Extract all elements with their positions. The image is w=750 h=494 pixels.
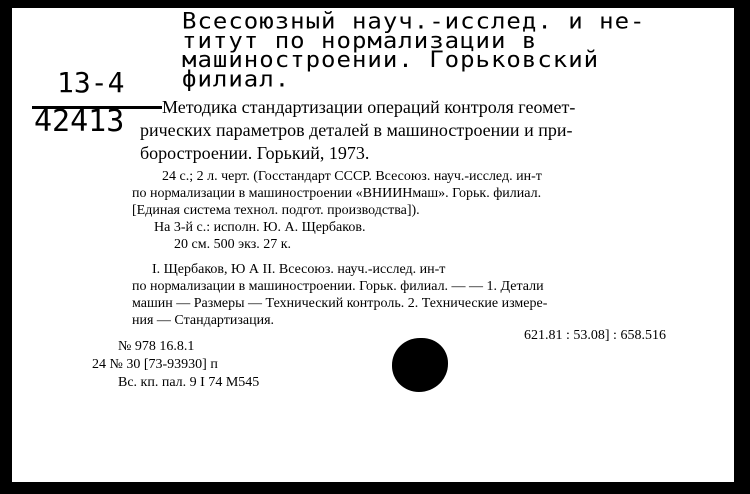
ink-blot xyxy=(392,338,448,392)
title-line: рических параметров деталей в машиностроении и при- xyxy=(140,120,573,140)
title-line: боростроении. Горький, 1973. xyxy=(140,143,370,163)
footer-line: № 978 16.8.1 xyxy=(118,339,195,354)
handwriting-line: Всесоюзный науч.-исслед. и не- xyxy=(182,8,646,35)
index-line: машин — Размеры — Технический контроль. 2. Технические измере- xyxy=(132,296,548,311)
shelf-mark-top: 13-4 xyxy=(57,66,125,99)
index-line: ния — Стандартизация. xyxy=(132,313,275,328)
desc-line: по нормализации в машиностроении «ВНИИНмаш». Горьк. филиал. xyxy=(132,186,542,201)
catalog-card xyxy=(12,8,734,482)
desc-line: 24 с.; 2 л. черт. (Госстандарт СССР. Всесоюз. науч.-исслед. ин-т xyxy=(162,169,542,184)
handwriting-line: филиал. xyxy=(182,66,291,93)
index-line: по нормализации в машиностроении. Горьк. филиал. — — 1. Детали xyxy=(132,279,544,294)
shelf-mark-bottom: 42413 xyxy=(34,104,125,139)
handwriting-line: машиностроении. Горьковский xyxy=(182,46,600,73)
handwriting-line: титут по нормализации в xyxy=(182,27,538,54)
record-title xyxy=(140,96,576,165)
handwritten-annotation xyxy=(182,8,734,93)
classification-code: 621.81 : 53.08] : 658.516 xyxy=(524,328,666,343)
desc-line: На 3-й с.: исполн. Ю. А. Щербаков. xyxy=(154,220,366,235)
record-description xyxy=(132,168,542,253)
record-footer xyxy=(92,338,259,392)
index-line: I. Щербаков, Ю А II. Всесоюз. науч.-исслед. ин-т xyxy=(152,262,446,277)
record-index xyxy=(132,261,547,329)
footer-line: Вс. кп. пал. 9 I 74 М545 xyxy=(118,375,260,390)
desc-line: [Единая система технол. подгот. производства]). xyxy=(132,203,420,218)
footer-line: 24 № 30 [73-93930] п xyxy=(92,357,218,372)
title-line: Методика стандартизации операций контроля геомет- xyxy=(162,97,576,117)
desc-line: 20 см. 500 экз. 27 к. xyxy=(174,237,292,252)
